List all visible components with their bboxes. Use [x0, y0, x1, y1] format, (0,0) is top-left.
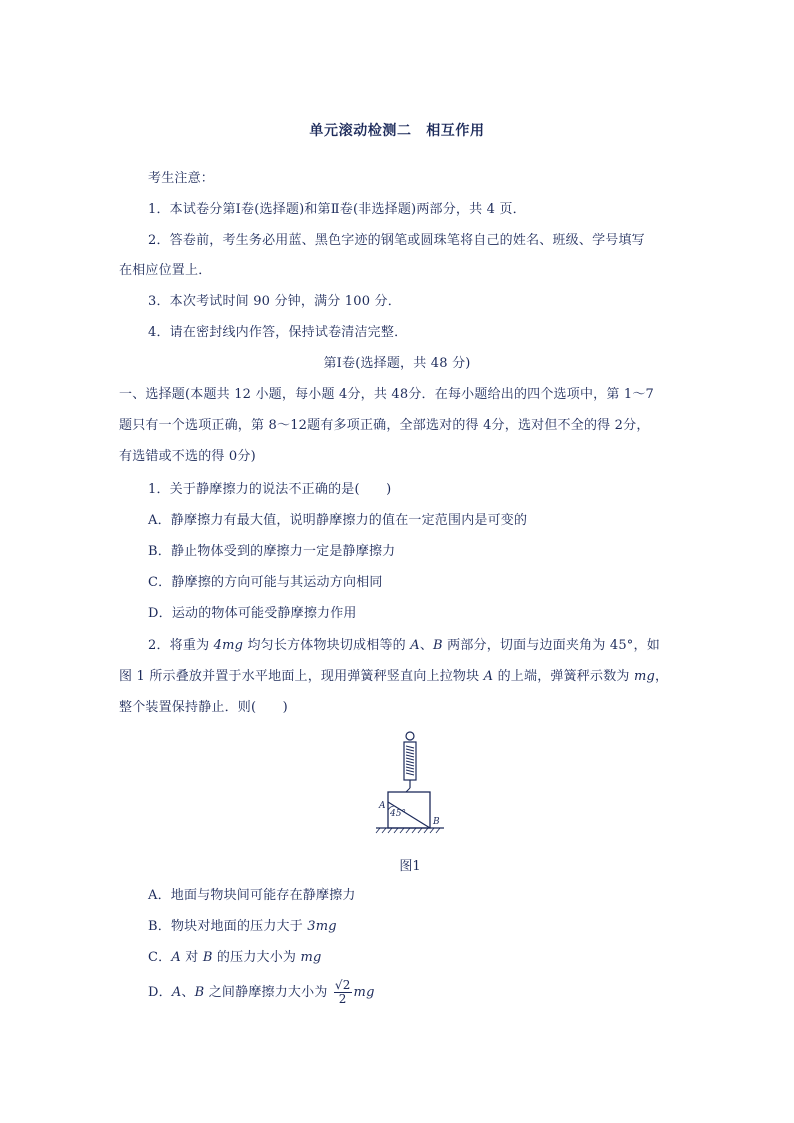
notice-item-2-cont: 在相应位置上． — [119, 263, 212, 278]
q2-option-b — [148, 918, 337, 936]
notice-heading: 考生注意： — [148, 171, 215, 186]
q1-stem: 1．关于静摩擦力的说法不正确的是( ) — [148, 482, 392, 497]
q2-text: 、 — [181, 985, 195, 1000]
q1-option-a: A．静摩擦力有最大值，说明静摩擦力的值在一定范围内是可变的 — [148, 513, 528, 528]
q2-var: A — [171, 950, 181, 965]
fraction-numerator: √2 — [334, 978, 351, 992]
q2-text: B．物块对地面的压力大于 — [148, 919, 308, 934]
q2-var: B — [202, 950, 213, 965]
notice-item-1: 1．本试卷分第Ⅰ卷(选择题)和第Ⅱ卷(非选择题)两部分，共 4 页． — [148, 202, 526, 217]
q2-text: 、 — [419, 638, 434, 653]
q1-option-b: B．静止物体受到的摩擦力一定是静摩擦力 — [148, 544, 396, 559]
q1-option-d: D．运动的物体可能受静摩擦力作用 — [148, 606, 357, 621]
q2-text: 的压力大小为 — [212, 950, 301, 965]
q2-var: A — [483, 669, 494, 684]
q2-var: mg — [300, 950, 322, 965]
instructions-line-2: 题只有一个选项正确，第 8～12题有多项正确，全部选对的得 4分，选对但不全的得 2分， — [119, 418, 650, 433]
q2-text: ， — [655, 669, 669, 684]
q2-option-a: A．地面与物块间可能存在静摩擦力 — [148, 888, 356, 903]
q2-stem-line-1 — [148, 637, 660, 655]
q2-text: 之间静摩擦力大小为 — [204, 985, 332, 1000]
notice-item-2: 2．答卷前，考生务必用蓝、黑色字迹的钢笔或圆珠笔将自己的姓名、班级、学号填写 — [148, 233, 645, 248]
instructions-line-3: 有选错或不选的得 0分) — [119, 449, 256, 464]
section-title: 第Ⅰ卷(选择题，共 48 分) — [323, 356, 471, 371]
q1-option-c: C．静摩擦的方向可能与其运动方向相同 — [148, 575, 383, 590]
q2-var: A — [171, 985, 182, 1000]
instructions-line-1: 一、选择题(本题共 12 小题，每小题 4分，共 48分．在每小题给出的四个选项中，第 1～7 — [119, 387, 655, 402]
q2-var: A — [410, 638, 420, 653]
page-title: 单元滚动检测二 相互作用 — [309, 123, 485, 139]
label-b: B — [433, 817, 440, 827]
fraction — [334, 979, 352, 1006]
q2-option-d — [148, 978, 375, 1008]
q2-var: B — [433, 638, 443, 653]
q2-text: 两部分，切面与边面夹角为 45°，如 — [442, 638, 660, 653]
q2-text: 对 — [180, 950, 203, 965]
q2-var: B — [194, 985, 205, 1000]
q2-stem-line-3: 整个装置保持静止．则( ) — [119, 700, 288, 715]
q2-text: 图 1 所示叠放并置于水平地面上，现用弹簧秤竖直向上拉物块 — [119, 669, 484, 684]
q2-text: 的上端，弹簧秤示数为 — [493, 669, 634, 684]
ground-hatch — [376, 828, 440, 833]
q2-text: 均匀长方体物块切成相等的 — [243, 638, 411, 653]
q2-option-c — [148, 949, 322, 967]
q2-var: mg — [353, 985, 375, 1000]
q2-text: C． — [148, 950, 172, 965]
notice-item-3: 3．本次考试时间 90 分钟，满分 100 分． — [148, 294, 401, 309]
fraction-denominator: 2 — [338, 992, 347, 1006]
scale-ring — [406, 732, 414, 740]
spring-scale-figure — [372, 730, 448, 842]
q2-var: 3mg — [307, 919, 337, 934]
q2-var: mg — [633, 669, 655, 684]
figure-caption: 图1 — [399, 859, 421, 874]
q2-text: D． — [148, 985, 172, 1000]
label-a: A — [379, 801, 386, 811]
notice-item-4: 4．请在密封线内作答，保持试卷清洁完整． — [148, 325, 408, 340]
q2-stem-line-2 — [119, 668, 668, 686]
angle-label: 45° — [390, 809, 406, 819]
q2-var: 4mg — [213, 638, 244, 653]
q2-text: 2．将重为 — [148, 638, 214, 653]
